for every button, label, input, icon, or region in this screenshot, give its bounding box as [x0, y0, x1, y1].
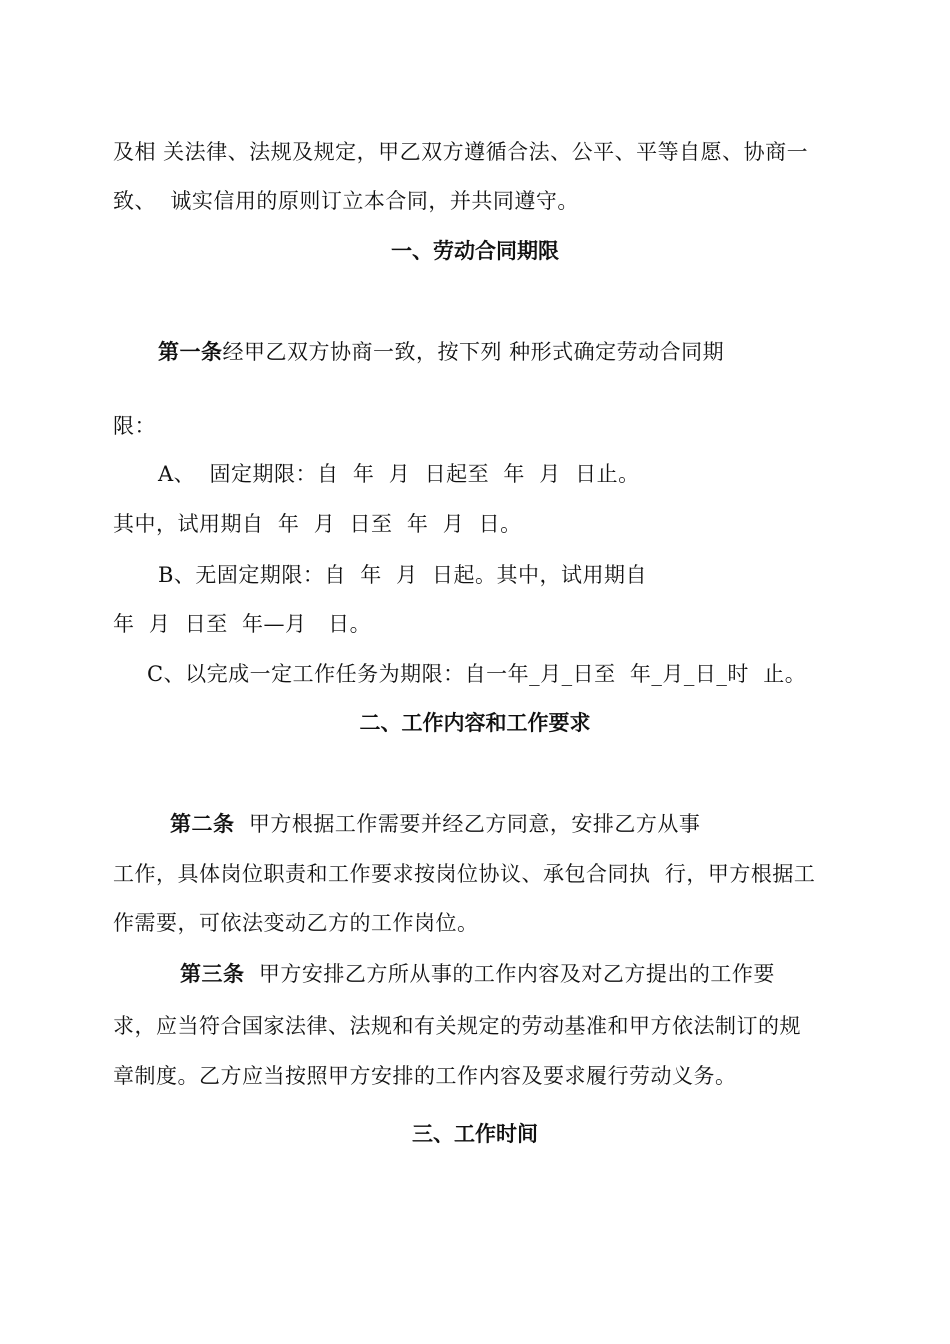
section-1-title: 一、劳动合同期限: [391, 238, 559, 263]
article-1-text: 经甲乙双方协商一致，按下列 种形式确定劳动合同期: [222, 340, 725, 364]
section-2-title: 二、工作内容和工作要求: [359, 710, 591, 735]
article-1-label: 第一条: [158, 339, 223, 364]
article-3-text: 甲方安排乙方所从事的工作内容及对乙方提出的工作要: [244, 962, 775, 986]
article-1: [158, 338, 724, 366]
article-3-label: 第三条: [180, 961, 245, 986]
option-c: C、以完成一定工作任务为期限：自一年_月_日至 年_月_日_时 止。: [147, 662, 807, 686]
option-a-continuation: 其中，试用期自 年 月 日至 年 月 日。: [113, 512, 522, 536]
article-2-continuation-1: 工作，具体岗位职责和工作要求按岗位协议、承包合同执 行，甲方根据工: [113, 862, 816, 886]
option-b: B、无固定期限：自 年 月 日起。其中，试用期自: [158, 563, 647, 587]
article-3-continuation-1: 求，应当符合国家法律、法规和有关规定的劳动基准和甲方依法制订的规: [113, 1014, 801, 1038]
section-3-title: 三、工作时间: [412, 1121, 538, 1146]
article-1-continuation: 限：: [113, 414, 156, 438]
article-2: [170, 810, 700, 838]
article-3-continuation-2: 章制度。乙方应当按照甲方安排的工作内容及要求履行劳动义务。: [113, 1064, 737, 1088]
option-b-continuation: 年 月 日至 年—月 日。: [113, 612, 372, 636]
article-2-continuation-2: 作需要，可依法变动乙方的工作岗位。: [113, 911, 479, 935]
article-2-text: 甲方根据工作需要并经乙方同意，安排乙方从事: [234, 812, 701, 836]
intro-line-1: 及相 关法律、法规及规定，甲乙双方遵循合法、公平、平等自愿、协商一: [113, 140, 809, 164]
article-3: [180, 960, 775, 988]
article-2-label: 第二条: [170, 811, 235, 836]
option-a: A、 固定期限：自 年 月 日起至 年 月 日止。: [158, 462, 640, 486]
intro-line-2: 致、 诚实信用的原则订立本合同，并共同遵守。: [113, 189, 579, 213]
